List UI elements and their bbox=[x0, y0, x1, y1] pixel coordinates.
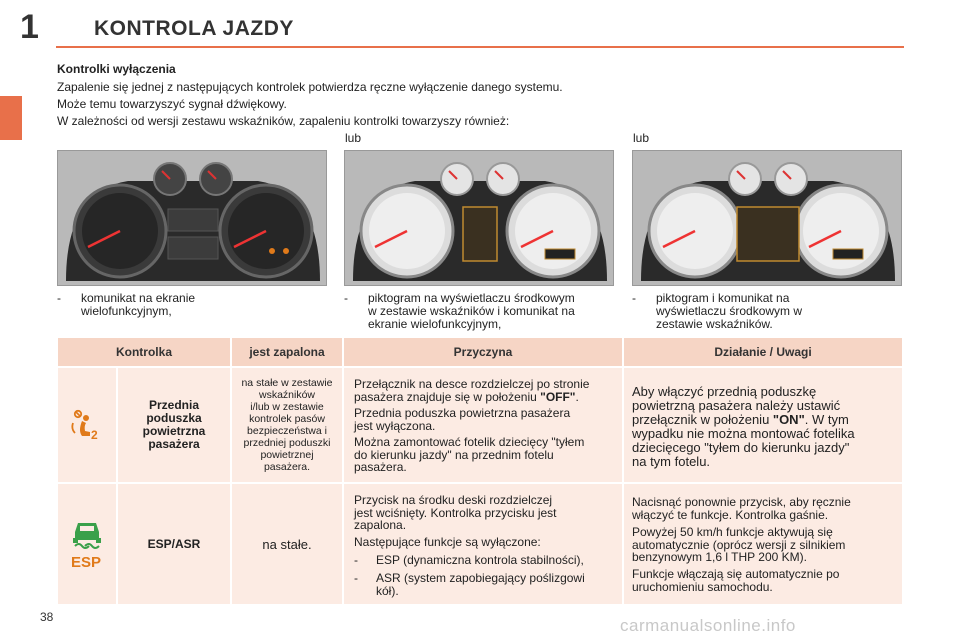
cause-text: pasażera znajduje się w położeniu bbox=[354, 389, 541, 404]
cause-line: ASR (system zapobiegający poślizgowi bbox=[376, 571, 585, 585]
caption-dash: - bbox=[57, 291, 61, 305]
action-line: Nacisnąć ponownie przycisk, aby ręcznie bbox=[632, 495, 851, 509]
lit-line: przedniej poduszki bbox=[243, 437, 331, 449]
table-header-dzialanie: Działanie / Uwagi bbox=[624, 338, 902, 366]
table-row-2-cause bbox=[344, 484, 622, 604]
action-line: automatycznie (oprócz wersji z silnikiem bbox=[632, 537, 846, 552]
cause-paragraph bbox=[354, 378, 589, 403]
chapter-title: KONTROLA JAZDY bbox=[94, 17, 294, 40]
caption-line: ekranie wielofunkcyjnym, bbox=[368, 317, 502, 331]
action-line: wypadku nie można montować fotelika bbox=[632, 426, 855, 441]
action-paragraph bbox=[632, 385, 855, 469]
lit-line: na stałe w zestawie bbox=[241, 377, 333, 389]
cause-line: jest wciśnięty. Kontrolka przycisku jest bbox=[354, 505, 557, 520]
row-name-line: poduszka bbox=[146, 411, 202, 425]
lit-line: bezpieczeństwa i bbox=[247, 425, 327, 437]
cause-list-text: ESP (dynamiczna kontrola stabilności), bbox=[376, 553, 584, 567]
table-row-1-cause bbox=[344, 368, 622, 482]
caption-dash: - bbox=[632, 291, 636, 305]
action-paragraph bbox=[632, 496, 851, 521]
caption-line: w zestawie wskaźników i komunikat na bbox=[368, 304, 575, 318]
caption-line: piktogram i komunikat na bbox=[656, 291, 790, 305]
action-line: uruchomieniu samochodu. bbox=[632, 579, 773, 594]
table-row-1-name bbox=[118, 368, 230, 482]
intro-line-1: Zapalenie się jednej z następujących kontrolek potwierdza ręczne wyłączenie danego systemu. bbox=[57, 80, 563, 94]
action-line: benzynowym 1,6 l THP 200 KM). bbox=[632, 550, 807, 564]
action-paragraph bbox=[632, 526, 845, 564]
cause-line-mixed bbox=[354, 391, 589, 404]
action-paragraph bbox=[632, 568, 839, 593]
lit-line: powietrznej bbox=[260, 449, 314, 461]
action-line: Aby włączyć przednią poduszkę bbox=[632, 384, 817, 399]
action-line: włączyć te funkcje. Kontrolka gaśnie. bbox=[632, 507, 829, 522]
lit-line: wskaźników bbox=[258, 389, 316, 401]
cause-list-item bbox=[354, 572, 358, 585]
table-header-kontrolka: Kontrolka bbox=[58, 338, 230, 366]
cause-paragraph bbox=[354, 407, 570, 432]
list-dash: - bbox=[354, 553, 358, 567]
cause-list-item bbox=[354, 554, 358, 567]
svg-text:ESP: ESP bbox=[71, 554, 102, 570]
table-row-2-lit: na stałe. bbox=[232, 484, 342, 604]
action-line: Funkcje włączają się automatycznie po bbox=[632, 567, 840, 581]
cause-list-text bbox=[376, 572, 585, 597]
instrument-panel-image-2 bbox=[344, 150, 614, 286]
row-name-line: Przednia bbox=[148, 398, 199, 412]
table-header-przyczyna: Przyczyna bbox=[344, 338, 622, 366]
cause-line: kół). bbox=[376, 583, 399, 598]
caption-line: zestawie wskaźników. bbox=[656, 317, 773, 331]
action-line: Powyżej 50 km/h funkcje aktywują się bbox=[632, 525, 833, 539]
table-header-zapalona: jest zapalona bbox=[232, 338, 342, 366]
cause-paragraph bbox=[354, 494, 557, 532]
caption-3 bbox=[632, 292, 902, 336]
watermark: carmanualsonline.info bbox=[620, 616, 796, 635]
table-row-1-lit bbox=[232, 368, 342, 482]
cause-line: Następujące funkcje są wyłączone: bbox=[354, 535, 541, 549]
action-text: . W tym bbox=[804, 412, 849, 427]
action-text: przełącznik w położeniu bbox=[632, 412, 773, 427]
esp-asr-icon bbox=[69, 518, 105, 570]
cause-text: . bbox=[575, 389, 579, 404]
caption-1 bbox=[57, 292, 317, 332]
action-line-mixed bbox=[632, 413, 855, 427]
row-name-line: pasażera bbox=[148, 437, 200, 451]
lit-line: i/lub w zestawie bbox=[250, 401, 324, 413]
chapter-number: 1 bbox=[20, 8, 39, 46]
caption-line: wielofunkcyjnym, bbox=[81, 304, 172, 318]
instrument-panel-image-1 bbox=[57, 150, 327, 286]
intro-line-2: Może temu towarzyszyć sygnał dźwiękowy. bbox=[57, 97, 287, 111]
switch-on-label: "ON" bbox=[772, 412, 805, 427]
lit-line: kontrolek pasów bbox=[249, 413, 325, 425]
cause-line: zapalona. bbox=[354, 518, 407, 532]
cause-line: Przełącznik na desce rozdzielczej po stronie bbox=[354, 377, 590, 391]
caption-line: piktogram na wyświetlaczu środkowym bbox=[368, 291, 575, 305]
cause-line: pasażera. bbox=[354, 460, 407, 474]
instrument-panel-image-3 bbox=[632, 150, 902, 286]
caption-2 bbox=[344, 292, 624, 336]
list-dash: - bbox=[354, 571, 358, 585]
page-number: 38 bbox=[40, 610, 54, 624]
table-row-1-action bbox=[624, 368, 902, 482]
or-label-1: lub bbox=[345, 131, 362, 145]
table-row-2-icon-cell bbox=[58, 484, 116, 604]
cause-paragraph bbox=[354, 436, 584, 474]
cause-line: Przycisk na środku deski rozdzielczej bbox=[354, 493, 553, 507]
or-label-2: lub bbox=[633, 131, 650, 145]
action-line: na tym fotelu. bbox=[632, 454, 711, 469]
switch-off-label: "OFF" bbox=[540, 389, 576, 404]
passenger-airbag-off-icon bbox=[70, 409, 104, 441]
table-row-1-icon-cell bbox=[58, 368, 116, 482]
action-line: dziecięcego "tyłem do kierunku jazdy" bbox=[632, 440, 850, 455]
caption-dash: - bbox=[344, 291, 348, 305]
cause-line: Można zamontować fotelik dziecięcy "tyłem bbox=[354, 435, 585, 449]
cause-line: do kierunku jazdy" na przednim fotelu bbox=[354, 447, 554, 462]
chapter-tab-marker bbox=[0, 96, 22, 140]
table-row-2-name: ESP/ASR bbox=[118, 484, 230, 604]
header-divider bbox=[56, 46, 904, 48]
intro-line-3: W zależności od wersji zestawu wskaźników, zapaleniu kontrolki towarzyszy również: bbox=[57, 114, 510, 128]
cause-line: Przednia poduszka powietrzna pasażera bbox=[354, 406, 571, 420]
action-line: powietrzną pasażera należy ustawić bbox=[632, 398, 841, 413]
row-name-line: powietrzna bbox=[142, 424, 206, 438]
table-row-2-action bbox=[624, 484, 902, 604]
svg-text:2: 2 bbox=[91, 428, 98, 441]
section-title: Kontrolki wyłączenia bbox=[57, 62, 176, 76]
lit-line: pasażera. bbox=[263, 461, 311, 473]
caption-line: wyświetlaczu środkowym w bbox=[656, 304, 803, 318]
cause-line: jest wyłączona. bbox=[354, 418, 436, 433]
caption-line: komunikat na ekranie bbox=[81, 291, 196, 305]
